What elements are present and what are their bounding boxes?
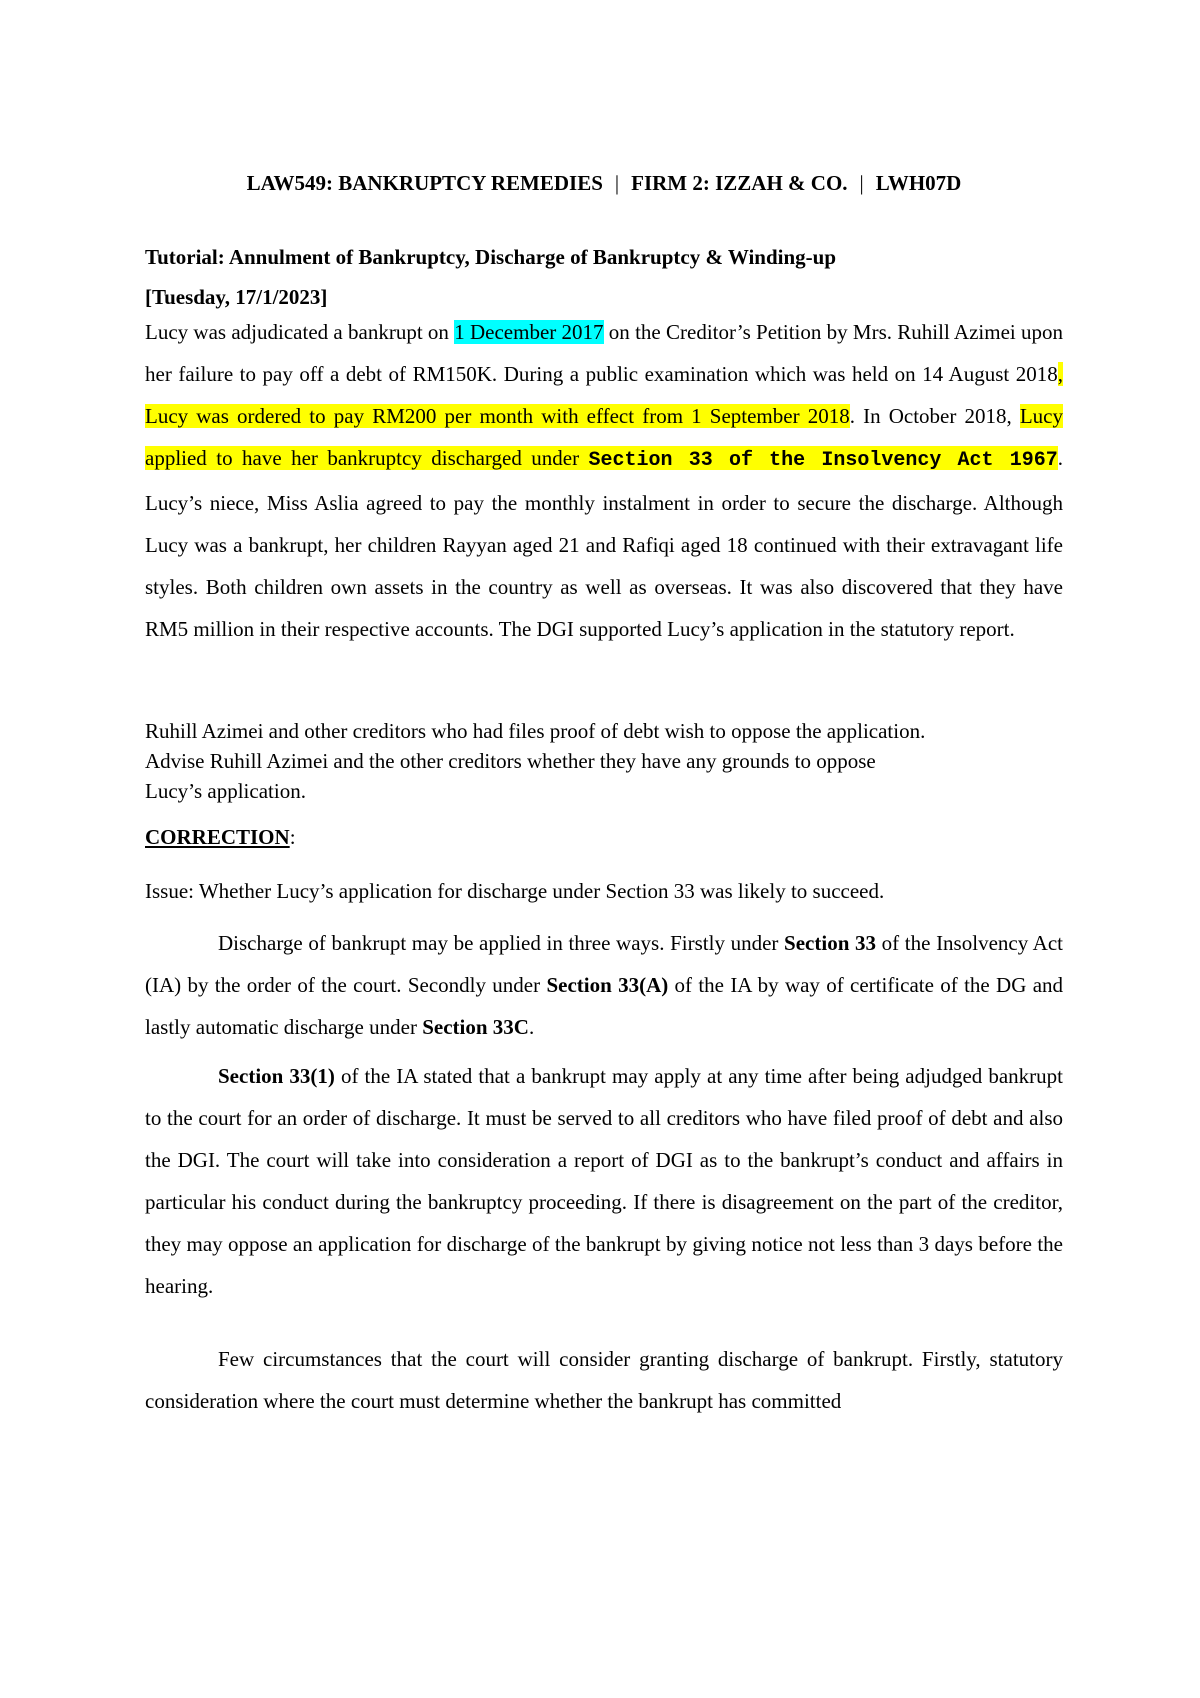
discharge-methods-paragraph — [145, 922, 1063, 1048]
paragraph-text: Few circumstances that the court will consider granting discharge of bankrupt. Firstly, statutory consideration where the court must determine whether the bankrupt has committed — [145, 1347, 1063, 1413]
issue-statement: Issue: Whether Lucy’s application for discharge under Section 33 was likely to succeed. — [145, 879, 885, 903]
facts-text: . In October 2018, — [849, 404, 1020, 428]
header-separator: | — [614, 171, 620, 195]
paragraph-text: of the IA by way of certificate of the DG and lastly automatic discharge under — [145, 973, 1064, 1039]
section-reference: Section 33 — [784, 931, 877, 955]
circumstances-paragraph — [145, 1338, 1063, 1422]
highlight-payment-order: , Lucy was ordered to pay RM200 per month with effect from 1 September 2018 — [145, 362, 1063, 428]
paragraph-text: Discharge of bankrupt may be applied in three ways. Firstly under — [218, 931, 785, 955]
paragraph-text: of the IA stated that a bankrupt may apply at any time after being adjudged bankrupt to the court for an order of discharge. It must be served to all creditors who have filed proof of debt and also the DGI. The court will take into consideration a report of DGI as to the bankrupt’s conduct and affairs in particular his conduct during the bankruptcy proceeding. If there is disagreement on the part of the creditor, they may oppose an application for discharge of the bankrupt by giving notice not less than 3 days before the hearing. — [145, 1064, 1063, 1298]
tutorial-heading — [145, 237, 1063, 317]
tutorial-title: Tutorial: Annulment of Bankruptcy, Discharge of Bankruptcy & Winding-up — [145, 245, 837, 269]
document-header — [145, 170, 1063, 196]
paragraph-text: of the Insolvency Act (IA) by the order of the court. Secondly under — [145, 931, 1064, 997]
question-line: Advise Ruhill Azimei and the other creditors whether they have any grounds to oppose — [145, 749, 876, 773]
highlight-date: 1 December 2017 — [454, 320, 604, 344]
section-33-paragraph — [145, 1055, 1063, 1307]
question-line: Lucy’s application. — [145, 779, 306, 803]
section-reference: Section 33C — [422, 1015, 529, 1039]
facts-text: . Lucy’s niece, Miss Aslia agreed to pay the monthly instalment in order to secure the discharge. Although Lucy was a bankrupt, her children Rayyan aged 21 and Rafiqi aged 18 continued with their extravagant life styles. Both children own assets in the country as well as overseas. It was also discovered that they have RM5 million in their respective accounts. The DGI supported Lucy’s application in the statutory report. — [145, 446, 1064, 641]
correction-title: CORRECTION — [145, 825, 290, 849]
section-reference: Section 33(A) — [546, 973, 669, 997]
highlight-text: Lucy applied to have her bankruptcy discharged under — [145, 404, 1063, 470]
question-paragraph — [145, 716, 1063, 806]
facts-paragraph — [145, 311, 1063, 650]
facts-text: Lucy was adjudicated a bankrupt on — [145, 320, 455, 344]
question-line: Ruhill Azimei and other creditors who had files proof of debt wish to oppose the application. — [145, 719, 926, 743]
statute-reference: Section 33 of the Insolvency Act 1967 — [588, 449, 1058, 472]
correction-colon: : — [289, 825, 296, 849]
course-code: LAW549: BANKRUPTCY REMEDIES — [246, 171, 603, 195]
paragraph-text: . — [528, 1015, 535, 1039]
section-reference: Section 33(1) — [218, 1064, 335, 1088]
header-separator: | — [859, 171, 864, 195]
facts-text: on the Creditor’s Petition by Mrs. Ruhill Azimei upon her failure to pay off a debt of RM150K. During a public examination which was held on 14 August 2018 — [145, 320, 1063, 386]
correction-heading — [145, 822, 1063, 852]
tutorial-date: [Tuesday, 17/1/2023] — [145, 285, 328, 309]
firm-name: FIRM 2: IZZAH & CO. — [631, 171, 848, 195]
group-code: LWH07D — [875, 171, 962, 195]
